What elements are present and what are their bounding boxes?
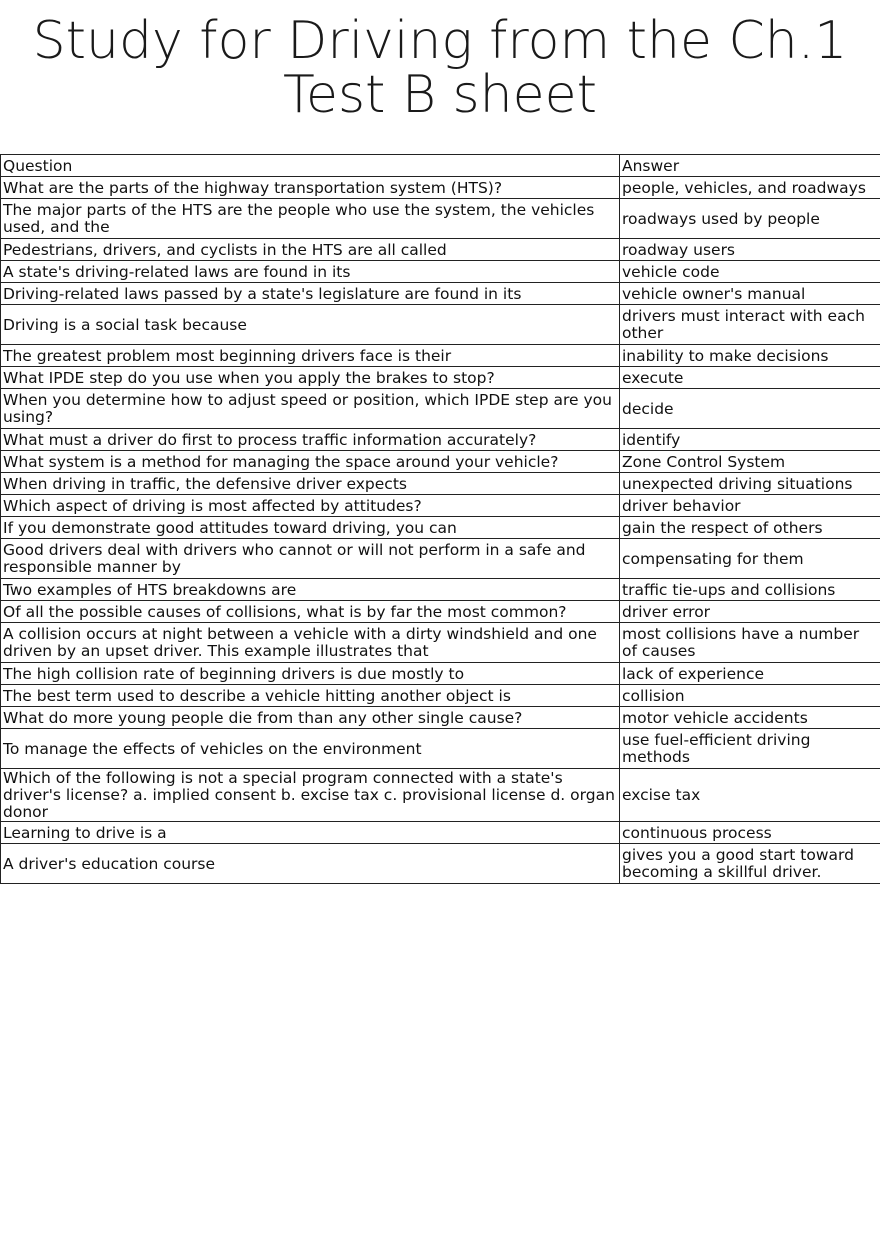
question-cell: What IPDE step do you use when you apply the brakes to stop? bbox=[1, 367, 620, 389]
question-cell: A state's driving-related laws are found in its bbox=[1, 261, 620, 283]
question-cell: Driving is a social task because bbox=[1, 305, 620, 345]
question-cell: Pedestrians, drivers, and cyclists in the HTS are all called bbox=[1, 239, 620, 261]
table-row bbox=[1, 822, 880, 844]
table-row bbox=[1, 367, 880, 389]
table-row bbox=[1, 769, 880, 822]
question-cell: Of all the possible causes of collisions, what is by far the most common? bbox=[1, 601, 620, 623]
question-cell: The greatest problem most beginning drivers face is their bbox=[1, 345, 620, 367]
table-row bbox=[1, 707, 880, 729]
question-cell: The high collision rate of beginning drivers is due mostly to bbox=[1, 663, 620, 685]
answer-cell: most collisions have a number of causes bbox=[620, 623, 880, 663]
question-column-header: Question bbox=[1, 155, 620, 177]
table-row bbox=[1, 283, 880, 305]
question-cell: Good drivers deal with drivers who cannot or will not perform in a safe and responsible manner by bbox=[1, 539, 620, 579]
table-row bbox=[1, 389, 880, 429]
question-cell: What must a driver do first to process traffic information accurately? bbox=[1, 429, 620, 451]
table-row bbox=[1, 345, 880, 367]
question-cell: The major parts of the HTS are the people who use the system, the vehicles used, and the bbox=[1, 199, 620, 239]
table-row bbox=[1, 663, 880, 685]
answer-cell: gives you a good start toward becoming a skillful driver. bbox=[620, 844, 880, 884]
table-row bbox=[1, 844, 880, 884]
answer-cell: decide bbox=[620, 389, 880, 429]
answer-cell: motor vehicle accidents bbox=[620, 707, 880, 729]
table-row bbox=[1, 495, 880, 517]
answer-cell: collision bbox=[620, 685, 880, 707]
table-row bbox=[1, 305, 880, 345]
answer-cell: inability to make decisions bbox=[620, 345, 880, 367]
qa-table bbox=[0, 154, 880, 884]
answer-cell: vehicle owner's manual bbox=[620, 283, 880, 305]
qa-table-container bbox=[0, 154, 880, 884]
question-cell: A collision occurs at night between a vehicle with a dirty windshield and one driven by an upset driver. This example illustrates that bbox=[1, 623, 620, 663]
answer-cell: lack of experience bbox=[620, 663, 880, 685]
question-cell: What do more young people die from than any other single cause? bbox=[1, 707, 620, 729]
answer-cell: roadway users bbox=[620, 239, 880, 261]
question-cell: Two examples of HTS breakdowns are bbox=[1, 579, 620, 601]
answer-cell: driver behavior bbox=[620, 495, 880, 517]
answer-cell: unexpected driving situations bbox=[620, 473, 880, 495]
question-cell: Which aspect of driving is most affected by attitudes? bbox=[1, 495, 620, 517]
question-cell: When driving in traffic, the defensive driver expects bbox=[1, 473, 620, 495]
answer-cell: execute bbox=[620, 367, 880, 389]
answer-cell: roadways used by people bbox=[620, 199, 880, 239]
table-row bbox=[1, 601, 880, 623]
answer-cell: excise tax bbox=[620, 769, 880, 822]
table-row bbox=[1, 517, 880, 539]
table-row bbox=[1, 623, 880, 663]
table-row bbox=[1, 579, 880, 601]
table-header-row bbox=[1, 155, 880, 177]
table-row bbox=[1, 239, 880, 261]
question-cell: What are the parts of the highway transportation system (HTS)? bbox=[1, 177, 620, 199]
answer-cell: vehicle code bbox=[620, 261, 880, 283]
question-cell: Driving-related laws passed by a state's legislature are found in its bbox=[1, 283, 620, 305]
question-cell: What system is a method for managing the space around your vehicle? bbox=[1, 451, 620, 473]
answer-cell: Zone Control System bbox=[620, 451, 880, 473]
table-row bbox=[1, 473, 880, 495]
question-cell: The best term used to describe a vehicle hitting another object is bbox=[1, 685, 620, 707]
question-cell: Which of the following is not a special program connected with a state's driver's license? a. implied consent b. excise tax c. provisional license d. organ donor bbox=[1, 769, 620, 822]
question-cell: If you demonstrate good attitudes toward driving, you can bbox=[1, 517, 620, 539]
answer-cell: continuous process bbox=[620, 822, 880, 844]
answer-cell: traffic tie-ups and collisions bbox=[620, 579, 880, 601]
table-row bbox=[1, 729, 880, 769]
question-cell: A driver's education course bbox=[1, 844, 620, 884]
page-title: Study for Driving from the Ch.1 Test B sheet bbox=[32, 11, 848, 125]
table-row bbox=[1, 685, 880, 707]
answer-cell: identify bbox=[620, 429, 880, 451]
table-row bbox=[1, 451, 880, 473]
answer-cell: drivers must interact with each other bbox=[620, 305, 880, 345]
answer-cell: driver error bbox=[620, 601, 880, 623]
answer-cell: people, vehicles, and roadways bbox=[620, 177, 880, 199]
answer-cell: use fuel-efficient driving methods bbox=[620, 729, 880, 769]
table-row bbox=[1, 539, 880, 579]
answer-cell: compensating for them bbox=[620, 539, 880, 579]
table-row bbox=[1, 177, 880, 199]
table-row bbox=[1, 199, 880, 239]
table-row bbox=[1, 261, 880, 283]
answer-column-header: Answer bbox=[620, 155, 880, 177]
question-cell: When you determine how to adjust speed or position, which IPDE step are you using? bbox=[1, 389, 620, 429]
table-row bbox=[1, 429, 880, 451]
answer-cell: gain the respect of others bbox=[620, 517, 880, 539]
question-cell: Learning to drive is a bbox=[1, 822, 620, 844]
question-cell: To manage the effects of vehicles on the environment bbox=[1, 729, 620, 769]
